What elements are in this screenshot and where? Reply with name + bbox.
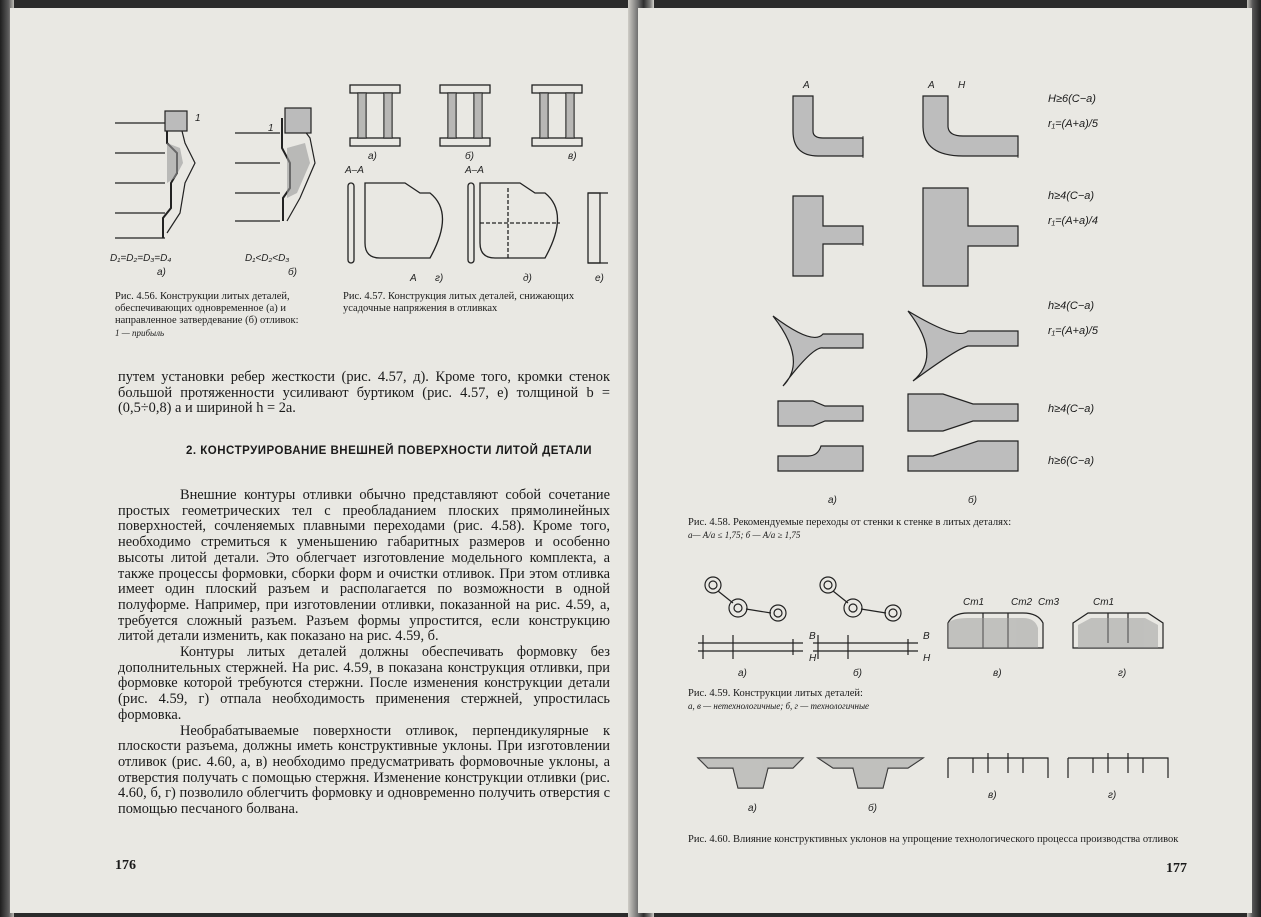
fig456-caption-sub: 1 — прибыль — [115, 328, 165, 338]
figure-4-58 — [763, 76, 1043, 506]
fig456-label-b: б) — [288, 267, 297, 278]
fig460-label-g: г) — [1108, 790, 1117, 801]
para-1 — [118, 370, 610, 417]
fig460-caption-text: Рис. 4.60. Влияние конструктивных уклонов на упрощение технологического процесса производства отливок — [688, 834, 1179, 845]
fig459-label-g: г) — [1118, 668, 1127, 679]
fig458-A-1: A — [803, 80, 810, 91]
fig457-caption — [343, 291, 611, 315]
fig459-label-a: а) — [738, 668, 747, 679]
figure-4-60 — [693, 743, 1193, 818]
fig456-label-a: а) — [157, 267, 166, 278]
fig456-cond-a: D₁=D₂=D₃=D₄ — [110, 253, 172, 264]
fig456-label-one: 1 — [195, 113, 201, 124]
fig456-label-one-b: 1 — [268, 123, 274, 134]
fig458-formula-7: h≥4(C−a) — [1048, 403, 1095, 415]
fig458-formula-6: r₁=(A+a)/5 — [1048, 325, 1098, 337]
para-3: Контуры литых деталей должны обеспечивать формовку без дополнительных стержней. На рис. 4.59, в показана конструкция отливки, при формовке которой требуются стержни. После изменения конструкции детали (рис. 4.59, г) отпала необходимость применения стержней, упростилась формовка. — [118, 644, 610, 723]
fig458-label-b: б) — [968, 495, 977, 506]
fig460-label-a: а) — [748, 803, 757, 814]
fig459-label-b: б) — [853, 668, 862, 679]
section-heading: 2. КОНСТРУИРОВАНИЕ ВНЕШНЕЙ ПОВЕРХНОСТИ ЛИТОЙ ДЕТАЛИ — [186, 445, 593, 457]
fig459-B-2: B — [923, 631, 930, 642]
fig459-caption — [688, 688, 1188, 713]
fig457-label-a: а) — [368, 151, 377, 162]
figure-4-59 — [693, 573, 1193, 683]
fig457-label-aa1: А–А — [345, 165, 364, 176]
fig458-H: H — [958, 80, 966, 91]
fig458-formula-4: r₁=(A+a)/4 — [1048, 215, 1098, 227]
fig456-cond-b: D₁<D₂<D₃ — [245, 253, 290, 264]
fig457-caption-text: Рис. 4.57. Конструкция литых деталей, снижающих усадочные напряжения в отливках — [343, 291, 575, 314]
fig458-label-a: а) — [828, 495, 837, 506]
para-4: Необрабатываемые поверхности отливок, перпендикулярные к плоскости разъема, должны иметь конструктивные уклоны. При изготовлении отливок (рис. 4.60, а, в) необходимо предусматривать формовочные уклоны, а отверстия получать с помощью стержня. Изменение конструкции отливки (рис. 4.60, б, г) позволило облегчить формовку и одновременно получить отверстия с помощью песчаного болвана. — [118, 722, 610, 818]
fig460-caption — [688, 834, 1188, 846]
fig456-caption — [115, 291, 328, 340]
page-number-right: 177 — [1166, 861, 1187, 876]
fig459-cm3: Ст3 — [1038, 597, 1060, 608]
fig459-caption-sub: а, в — нетехнологичные; б, г — технологичные — [688, 701, 870, 711]
fig456-caption-text: Рис. 4.56. Конструкции литых деталей, обеспечивающих одновременное (а) и направленное затвердевание (б) отливок: — [115, 291, 299, 326]
left-page — [10, 8, 638, 913]
fig460-label-b: б) — [868, 803, 877, 814]
fig458-formula-1: H≥6(C−a) — [1048, 93, 1096, 105]
fig459-caption-text: Рис. 4.59. Конструкции литых деталей: — [688, 688, 863, 699]
fig458-formula-5: h≥4(C−a) — [1048, 300, 1095, 312]
figure-4-57 — [340, 73, 610, 288]
fig458-caption-sub: а— A/a ≤ 1,75; б — A/a ≥ 1,75 — [688, 530, 801, 540]
fig459-cm1-b: Ст1 — [1093, 597, 1115, 608]
fig460-label-v: в) — [988, 790, 997, 801]
fig458-formula-2: r₁=(A+a)/5 — [1048, 118, 1098, 130]
fig458-caption — [688, 517, 1188, 542]
para-2: Внешние контуры отливки обычно представляют собой сочетание простых геометрических тел с преобладанием плоских прямолинейных поверхностей, сочленяемых плавными переходами (рис. 4.58). Кроме того, необходимо стремиться к уменьшению габаритных размеров и особенно высоты литой детали. Это облегчает изготовление модельного комплекта, а также процессы формовки, сборки форм и очистки отливок. При этом отливка имеет один плоский разъем и располагается по возможности в одной полуформе. Например, при изготовлении отливки, показанной на рис. 4.59, а, требуется сложный разъем. Разъем формы упростится, если конструкцию литой детали изменить, как показано на рис. 4.59, б. — [118, 487, 610, 645]
fig459-H-2: H — [923, 653, 931, 664]
fig458-A-2: A — [928, 80, 935, 91]
fig458-formula-8: h≥6(C−a) — [1048, 455, 1095, 467]
fig457-label-aa2: А–А — [465, 165, 484, 176]
body-text-main — [118, 488, 610, 818]
fig459-B: B — [809, 631, 816, 642]
para-1-text: путем установки ребер жесткости (рис. 4.57, д). Кроме того, кромки стенок большой протяженности усиливают буртиком (рис. 4.57, е) толщиной b = (0,5÷0,8) a и шириной h = 2a. — [118, 369, 610, 417]
figure-4-56 — [105, 103, 335, 283]
fig457-label-v: в) — [568, 151, 577, 162]
fig457-label-g: г) — [435, 273, 444, 284]
fig457-label-a-arrow: А — [410, 273, 417, 284]
fig457-label-b: б) — [465, 151, 474, 162]
fig459-label-v: в) — [993, 668, 1002, 679]
fig459-H: H — [809, 653, 817, 664]
fig459-cm2: Ст2 — [1011, 597, 1033, 608]
page-number-left: 176 — [115, 858, 136, 873]
fig457-label-d: д) — [523, 273, 532, 284]
right-page — [638, 8, 1252, 913]
fig458-formula-3: h≥4(C−a) — [1048, 190, 1095, 202]
fig459-cm1: Ст1 — [963, 597, 985, 608]
fig458-caption-text: Рис. 4.58. Рекомендуемые переходы от стенки к стенке в литых деталях: — [688, 517, 1012, 528]
fig457-label-e: е) — [595, 273, 604, 284]
